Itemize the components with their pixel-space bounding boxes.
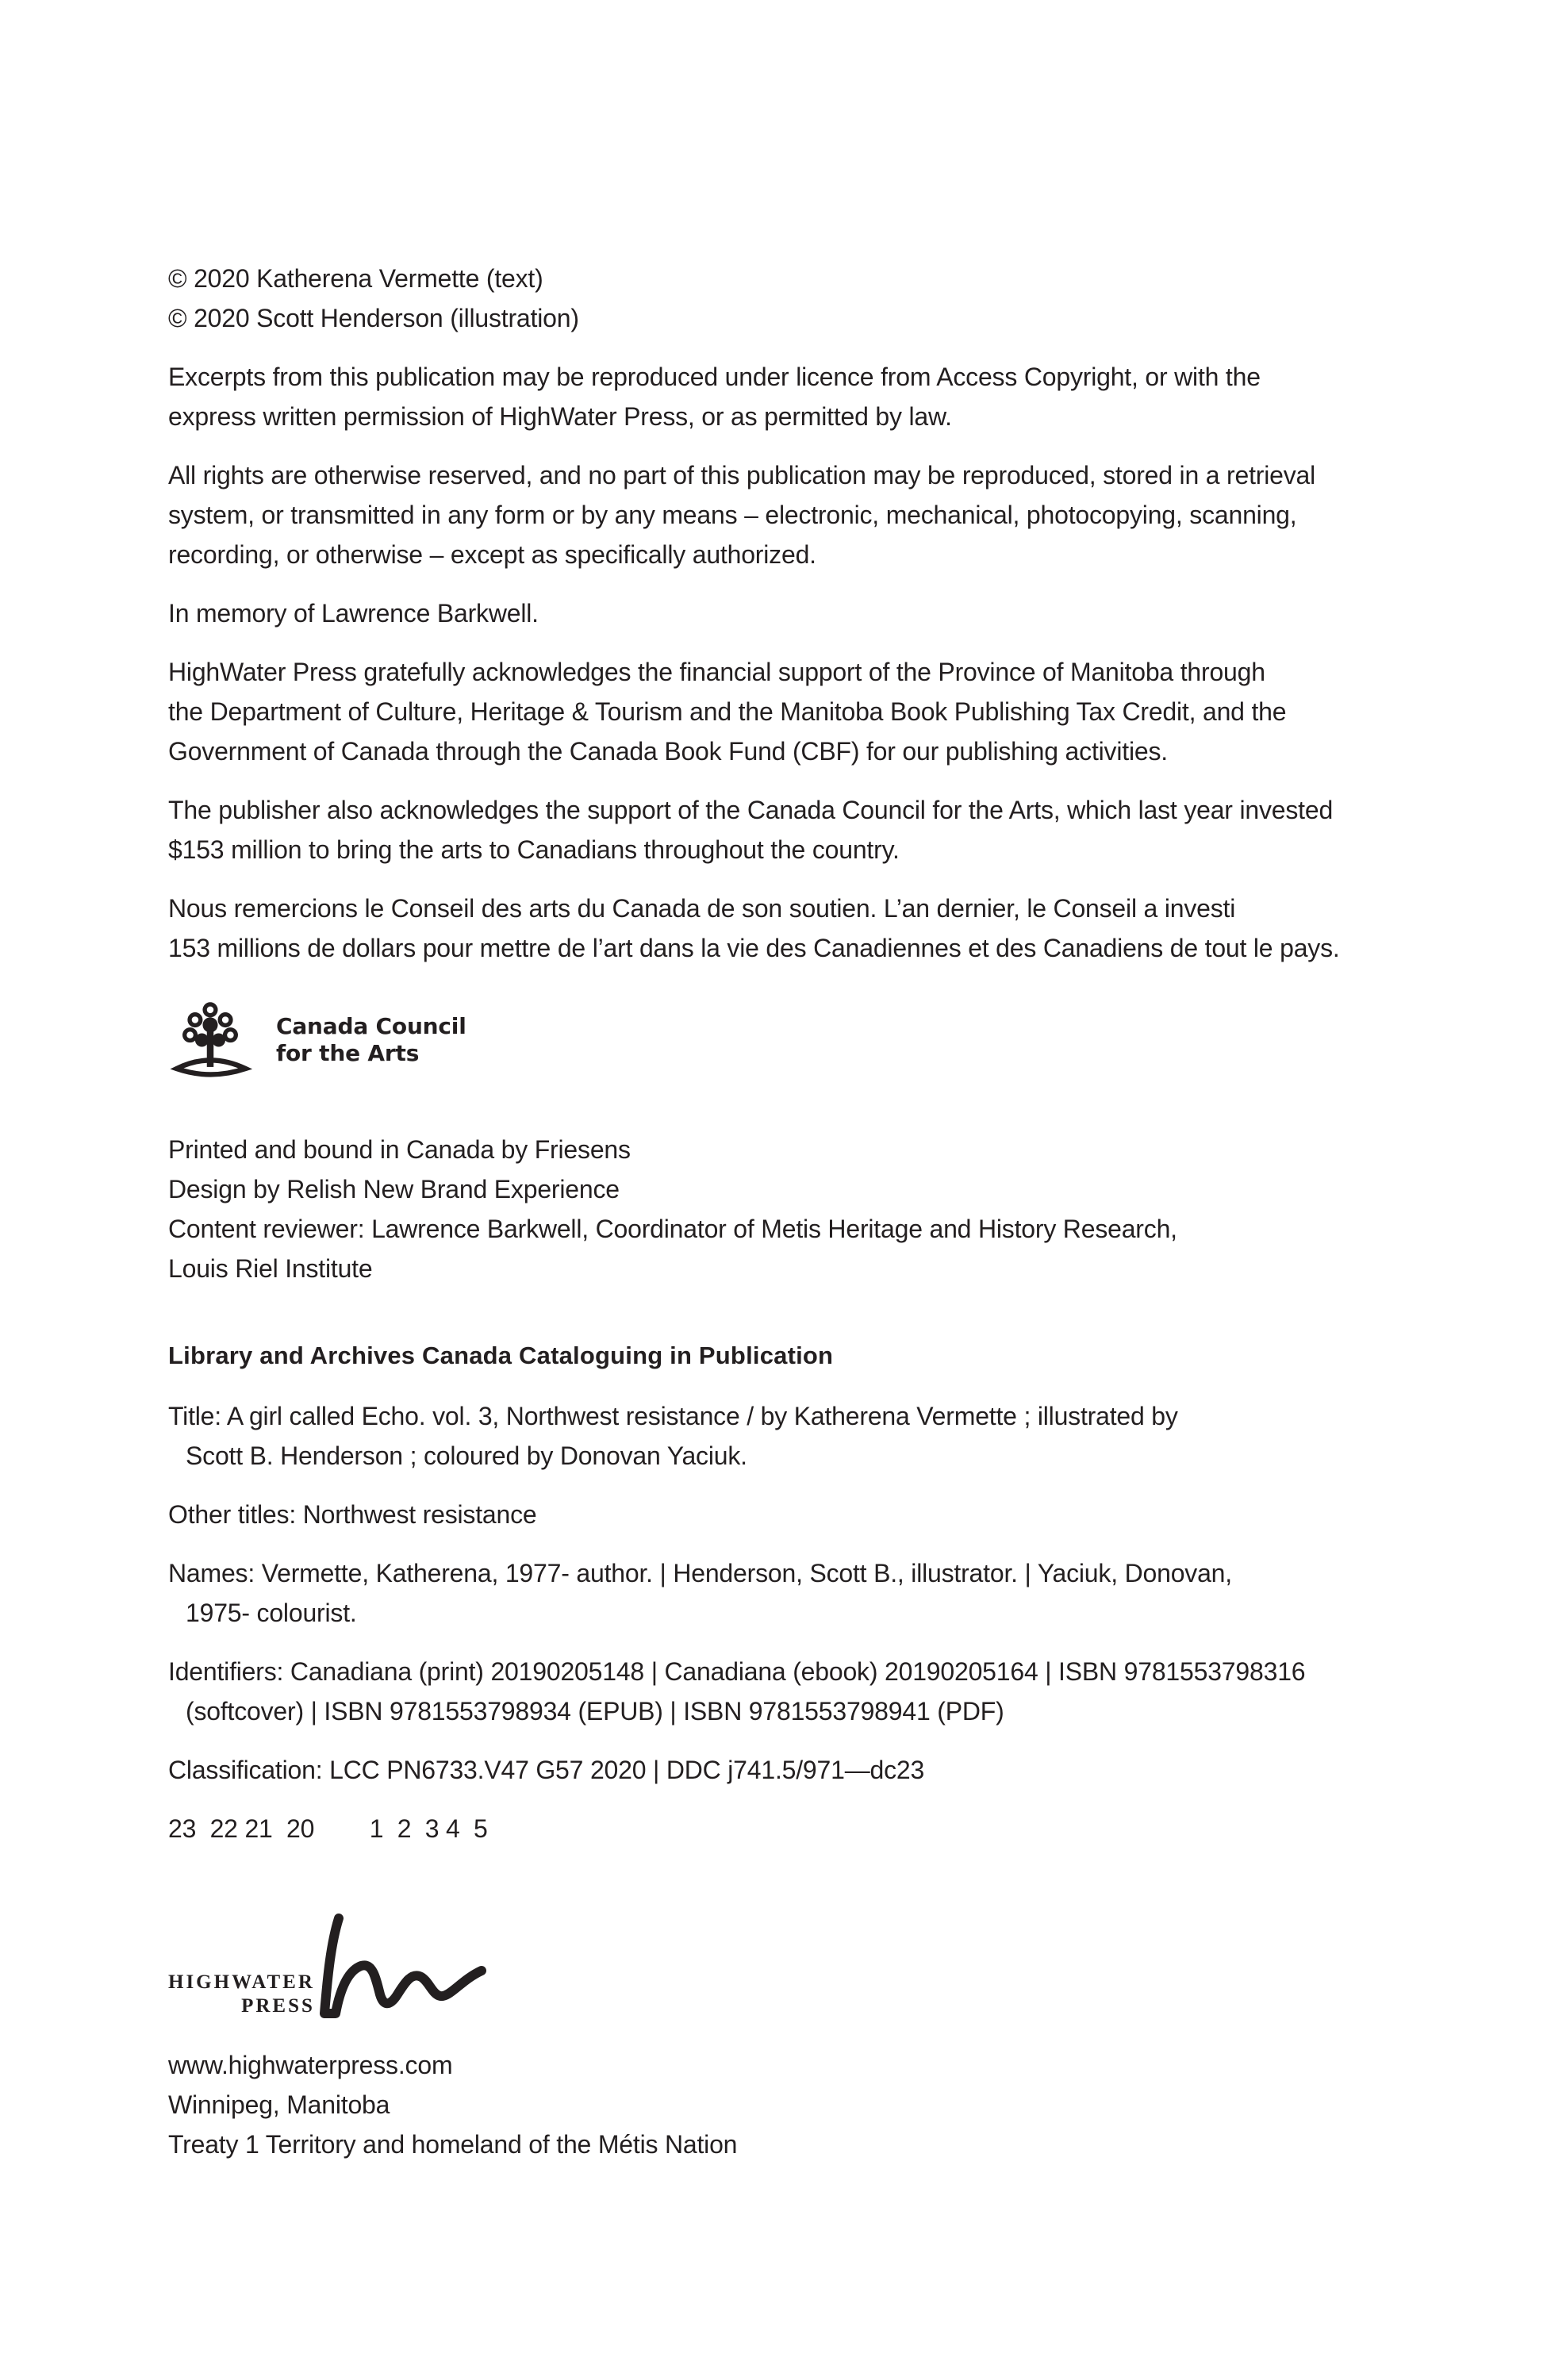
- highwater-wordmark: [168, 1971, 315, 2023]
- cip-line: (softcover) | ISBN 9781553798934 (EPUB) | ISBN 9781553798941 (PDF): [186, 1697, 1004, 1726]
- design-credit: Design by Relish New Brand Experience: [168, 1175, 620, 1203]
- cip-line: Identifiers: Canadiana (print) 20190205148 | Canadiana (ebook) 20190205164 | ISBN 9781553798316: [168, 1657, 1306, 1686]
- printer-credit: Printed and bound in Canada by Friesens: [168, 1135, 631, 1164]
- copyright-text-line: © 2020 Katherena Vermette (text): [168, 264, 543, 293]
- paragraph-line: recording, or otherwise – except as specifically authorized.: [168, 540, 816, 569]
- paragraph-line: HighWater Press gratefully acknowledges the financial support of the Province of Manitoba through: [168, 658, 1265, 686]
- dedication-line: In memory of Lawrence Barkwell.: [168, 599, 539, 628]
- publisher-info: [168, 2045, 1406, 2164]
- logo-text-line: for the Arts: [276, 1040, 420, 1066]
- paragraph-line: Nous remercions le Conseil des arts du Canada de son soutien. L’an dernier, le Conseil a investi: [168, 894, 1236, 923]
- highwater-press-logo: [168, 1912, 1406, 2023]
- cip-line: Title: A girl called Echo. vol. 3, Northwest resistance / by Katherena Vermette ; illustrated by: [168, 1402, 1178, 1430]
- logo-word: HIGHWATER: [168, 1971, 315, 1993]
- publisher-location: Winnipeg, Manitoba: [168, 2090, 390, 2119]
- excerpts-paragraph: [168, 357, 1406, 436]
- logo-text-line: Canada Council: [276, 1013, 466, 1039]
- cip-names: [168, 1553, 1406, 1633]
- cip-line: Other titles: Northwest resistance: [168, 1500, 537, 1529]
- paragraph-line: the Department of Culture, Heritage & Tourism and the Manitoba Book Publishing Tax Credit, and the: [168, 697, 1287, 726]
- copyright-notice: [168, 259, 1406, 338]
- paragraph-line: Government of Canada through the Canada Book Fund (CBF) for our publishing activities.: [168, 737, 1168, 766]
- canada-council-wordmark: [276, 1013, 466, 1067]
- funding-acknowledgement: [168, 652, 1406, 771]
- tree-icon: [168, 998, 252, 1082]
- reviewer-institute: Louis Riel Institute: [168, 1254, 373, 1283]
- cip-heading: Library and Archives Canada Cataloguing in Publication: [168, 1342, 834, 1369]
- canada-council-acknowledgement-en: [168, 790, 1406, 869]
- production-credits: [168, 1130, 1406, 1288]
- hw-script-icon: [317, 1912, 491, 2023]
- printing-numbers: 23 22 21 20 1 2 3 4 5: [168, 1814, 488, 1843]
- paragraph-line: 153 millions de dollars pour mettre de l’art dans la vie des Canadiennes et des Canadiens de tout le pays.: [168, 934, 1340, 962]
- publisher-website: www.highwaterpress.com: [168, 2051, 453, 2079]
- paragraph-line: express written permission of HighWater Press, or as permitted by law.: [168, 402, 952, 431]
- publisher-territory: Treaty 1 Territory and homeland of the Métis Nation: [168, 2130, 738, 2159]
- paragraph-line: $153 million to bring the arts to Canadians throughout the country.: [168, 835, 900, 864]
- cip-identifiers: [168, 1652, 1406, 1731]
- cip-line: 1975- colourist.: [186, 1599, 357, 1627]
- cip-title: [168, 1396, 1406, 1476]
- paragraph-line: Excerpts from this publication may be reproduced under licence from Access Copyright, or with the: [168, 363, 1261, 391]
- canada-council-acknowledgement-fr: [168, 889, 1406, 968]
- cip-line: Names: Vermette, Katherena, 1977- author. | Henderson, Scott B., illustrator. | Yaciuk, Donovan,: [168, 1559, 1232, 1587]
- cip-line: Classification: LCC PN6733.V47 G57 2020 | DDC j741.5/971—dc23: [168, 1756, 925, 1784]
- reviewer-credit: Content reviewer: Lawrence Barkwell, Coordinator of Metis Heritage and History Research,: [168, 1215, 1177, 1243]
- paragraph-line: All rights are otherwise reserved, and no part of this publication may be reproduced, stored in a retrieval: [168, 461, 1316, 489]
- copyright-illustration-line: © 2020 Scott Henderson (illustration): [168, 304, 579, 332]
- cip-classification: [168, 1750, 1406, 1790]
- rights-paragraph: [168, 455, 1406, 574]
- logo-word: PRESS: [241, 1995, 315, 2017]
- dedication: [168, 593, 1406, 633]
- cip-line: Scott B. Henderson ; coloured by Donovan Yaciuk.: [186, 1441, 747, 1470]
- paragraph-line: The publisher also acknowledges the support of the Canada Council for the Arts, which last year invested: [168, 796, 1334, 824]
- paragraph-line: system, or transmitted in any form or by any means – electronic, mechanical, photocopying, scanning,: [168, 501, 1297, 529]
- copyright-page: [168, 259, 1406, 2164]
- canada-council-logo: [168, 996, 1406, 1084]
- cip-other-titles: [168, 1495, 1406, 1534]
